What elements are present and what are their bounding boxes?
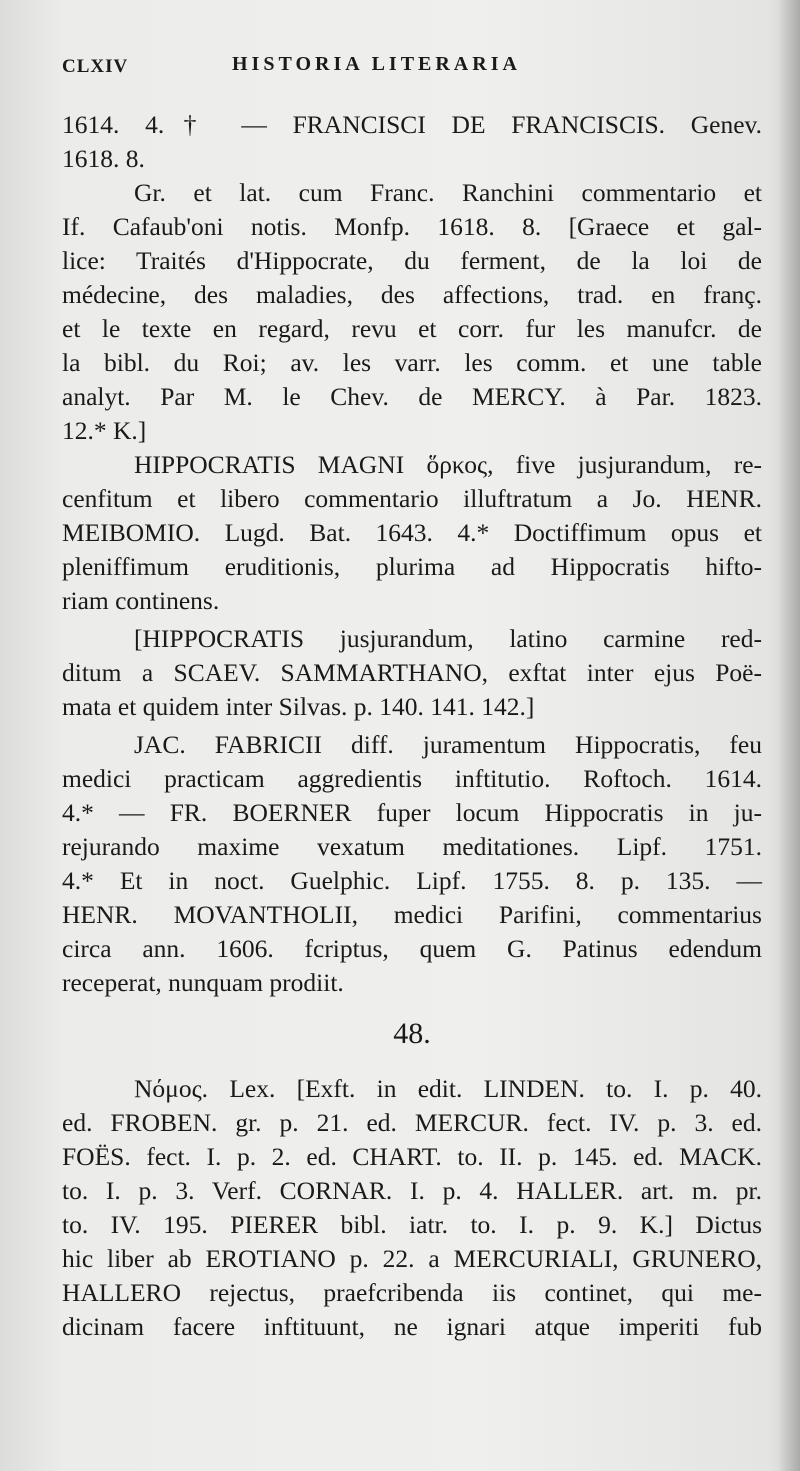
running-title: HISTORIA LITERARIA xyxy=(232,53,521,75)
text-line: to. I. p. 3. Verf. CORNAR. I. p. 4. HALLER. art. m. pr. xyxy=(62,1176,762,1205)
text-line: FOËS. fect. I. p. 2. ed. CHART. to. II. p. 145. ed. MACK. xyxy=(62,1142,762,1171)
text-line: 4.* Et in noct. Guelphic. Lipf. 1755. 8. p. 135. — xyxy=(62,866,762,895)
text-line: circa ann. 1606. fcriptus, quem G. Patinus edendum xyxy=(62,934,762,963)
text-line: receperat, nunquam prodiit. xyxy=(62,968,344,997)
page-edge-shadow xyxy=(778,0,800,1471)
text-line: analyt. Par M. le Chev. de MERCY. à Par. 1823. xyxy=(62,382,762,411)
paragraph-nomos xyxy=(62,1072,762,1344)
text-line: la bibl. du Roi; av. les varr. les comm. et une table xyxy=(62,348,762,377)
text-line: dicinam facere inftituunt, ne ignari atque imperiti fub xyxy=(62,1312,762,1341)
text-line: [HIPPOCRATIS jusjurandum, latino carmine red- xyxy=(134,624,762,653)
text-line: HENR. MOVANTHOLII, medici Parifini, commentarius xyxy=(62,900,762,929)
text-line: 4.* — FR. BOERNER fuper locum Hippocratis in ju- xyxy=(62,798,762,827)
text-line: ditum a SCAEV. SAMMARTHANO, exftat inter ejus Poë- xyxy=(62,658,762,687)
page-body xyxy=(62,108,762,1344)
text-line: hic liber ab EROTIANO p. 22. a MERCURIALI, GRUNERO, xyxy=(62,1244,762,1273)
text-line: 12.* K.] xyxy=(62,416,147,445)
paragraph-carmine xyxy=(62,622,762,724)
paragraph-fabricii xyxy=(62,728,762,1000)
text-line: et le texte en regard, revu et corr. fur les manufcr. de xyxy=(62,314,762,343)
text-line: riam continens. xyxy=(62,586,220,615)
text-line: MEIBOMIO. Lugd. Bat. 1643. 4.* Doctiffimum opus et xyxy=(62,518,762,547)
text-line: 1614. 4.† — FRANCISCI DE FRANCISCIS. Genev. xyxy=(62,110,762,139)
text-line: ed. FROBEN. gr. p. 21. ed. MERCUR. fect. IV. p. 3. ed. xyxy=(62,1108,762,1137)
text-line: If. Cafaub'oni notis. Monfp. 1618. 8. [Graece et gal- xyxy=(62,212,762,241)
section-number: 48. xyxy=(393,1017,431,1050)
paragraph-francisci xyxy=(62,108,762,176)
text-line: Νόμος. Lex. [Exft. in edit. LINDEN. to. I. p. 40. xyxy=(134,1074,762,1103)
text-line: cenfitum et libero commentario illuftratum a Jo. HENR. xyxy=(62,484,762,513)
text-line: HIPPOCRATIS MAGNI ὅρκος, five jusjurandum, re- xyxy=(134,450,762,479)
paragraph-jusjurandum xyxy=(62,448,762,618)
text-line: pleniffimum eruditionis, plurima ad Hippocratis hifto- xyxy=(62,552,762,581)
page-header xyxy=(62,48,760,82)
paragraph-graece xyxy=(62,176,762,448)
text-line: JAC. FABRICII diff. juramentum Hippocratis, feu xyxy=(134,730,762,759)
text-line: Gr. et lat. cum Franc. Ranchini commentario et xyxy=(134,178,762,207)
text-line: lice: Traités d'Hippocrate, du ferment, de la loi de xyxy=(62,246,762,275)
text-line: rejurando maxime vexatum meditationes. Lipf. 1751. xyxy=(62,832,762,861)
text-line: to. IV. 195. PIERER bibl. iatr. to. I. p. 9. K.] Dictus xyxy=(62,1210,762,1239)
page-number: CLXIV xyxy=(62,56,129,77)
text-line: médecine, des maladies, des affections, trad. en franç. xyxy=(62,280,762,309)
text-line: 1618. 8. xyxy=(62,144,145,173)
text-line: HALLERO rejectus, praefcribenda iis continet, qui me- xyxy=(62,1278,762,1307)
text-line: medici practicam aggredientis inftitutio. Roftoch. 1614. xyxy=(62,764,762,793)
text-line: mata et quidem inter Silvas. p. 140. 141. 142.] xyxy=(62,692,535,721)
